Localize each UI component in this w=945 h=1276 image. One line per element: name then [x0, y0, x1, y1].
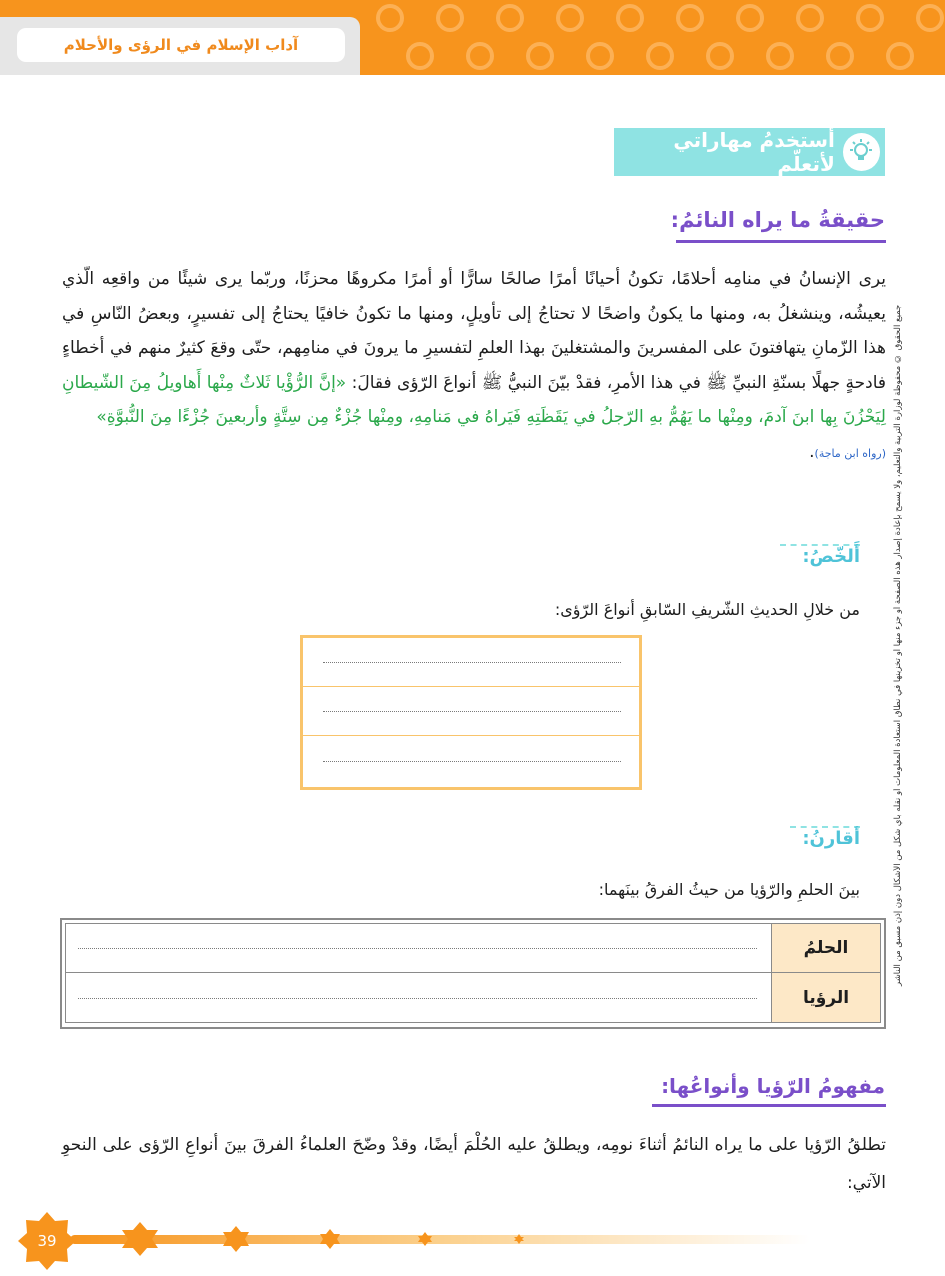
page-number: 39 [37, 1232, 57, 1250]
skills-banner [614, 128, 885, 176]
compare-row-vision [65, 973, 881, 1023]
answer-line-3[interactable] [303, 736, 639, 785]
chapter-title [17, 28, 345, 62]
section-title-underline [676, 240, 886, 243]
compare-row-dream [65, 923, 881, 973]
skills-banner-label: أستخدمُ مهاراتي لأتعلّم [673, 128, 835, 176]
section-title-dream-truth: حقيقةُ ما يراه النائمُ: [670, 208, 885, 232]
header-pattern [360, 0, 945, 75]
citation-end-mark: . [809, 441, 815, 462]
chapter-title-text: آداب الإسلام في الرؤى والأحلام [63, 36, 299, 54]
section-title-vision-types: مفهومُ الرّؤيا وأنواعُها: [661, 1074, 885, 1098]
summarize-prompt: من خلالِ الحديثِ الشّريفِ السّابقِ أنواعَ الرّؤى: [554, 600, 860, 619]
section-title-underline [652, 1104, 886, 1107]
compare-heading: أقارنُ: [790, 826, 860, 849]
hadith-quote: «إنَّ الرُّؤْيا ثَلاثٌ مِنْها أَهاويلُ مِنَ الشّيطانِ لِيَحْزُنَ بِها ابنَ آدمَ، ومِنْها ما يَهُمُّ بهِ الرّجلُ في يَقَظَتِهِ فَيَراهُ في مَنامِهِ، ومِنْها جُزْءٌ مِن سِتَّةٍ وأربعينَ جُزْءًا مِنَ النُّبوَّةِ» [62, 372, 886, 427]
compare-label-vision: الرؤيا [772, 973, 880, 1022]
compare-answer-line[interactable] [66, 973, 772, 1022]
lightbulb-icon [843, 133, 880, 171]
copyright-side-note: جميع الحقوق © محفوظة لوزارة التربية والتعليم، ولا يسمح بإعادة إصدار هذه الصفحة أو جزء منها أو تخزينها في نطاق استعادة المعلومات أو نقله بأي شكل من الأشكال دون إذن مسبق من الناشر [893, 304, 903, 986]
compare-table [60, 918, 886, 1029]
page-number-badge [18, 1212, 76, 1270]
compare-prompt: بينَ الحلمِ والرّؤيا من حيثُ الفرقُ بينَهما: [598, 880, 860, 899]
summary-answer-box [300, 635, 642, 790]
hadith-citation: (رواه ابن ماجة) [814, 446, 886, 460]
footer-star-ornaments [0, 1210, 600, 1270]
answer-line-2[interactable] [303, 687, 639, 736]
section1-text: يرى الإنسانُ في منامِه أحلامًا، تكونُ أحيانًا أمرًا صالحًا سارًّا أو أمرًا مكروهًا محزنًا، وربّما يرى شيئًا من واقعِه الّذي يعيشُه، وينشغلُ به، ومنها ما يكونُ واضحًا لا تحتاجُ إلى تأويلٍ، ومنها ما تكونُ خافيًا يحتاجُ إلى تفسيرٍ، وبعضُ النّاسِ في هذا الزّمانِ يتهافتونَ على المفسرينَ والمشتغلينَ بهذا العلمِ لتفسيرِ ما يرونَ في منامِهم، حتّى وقعَ كثيرٌ منهم في أخطاءٍ فادحةٍ جهلًا بسنّةِ النبيِّ ﷺ في هذا الأمرِ، فقدْ بيّنَ النبيُّ ﷺ أنواعَ الرّؤى فقالَ: [62, 269, 886, 393]
compare-label-dream: الحلمُ [772, 924, 880, 972]
compare-answer-line[interactable] [66, 924, 772, 972]
summarize-heading: أَلخّصُ: [780, 544, 860, 567]
section2-paragraph: تطلقُ الرّؤيا على ما يراه النائمُ أثناءَ نومِه، ويطلقُ عليه الحُلْمَ أيضًا، وقدْ وضّحَ العلماءُ الفرقَ بينَ أنواعِ الرّؤى على النحوِ الآتي: [62, 1135, 886, 1193]
section1-paragraph [62, 262, 886, 471]
answer-line-1[interactable] [303, 638, 639, 687]
